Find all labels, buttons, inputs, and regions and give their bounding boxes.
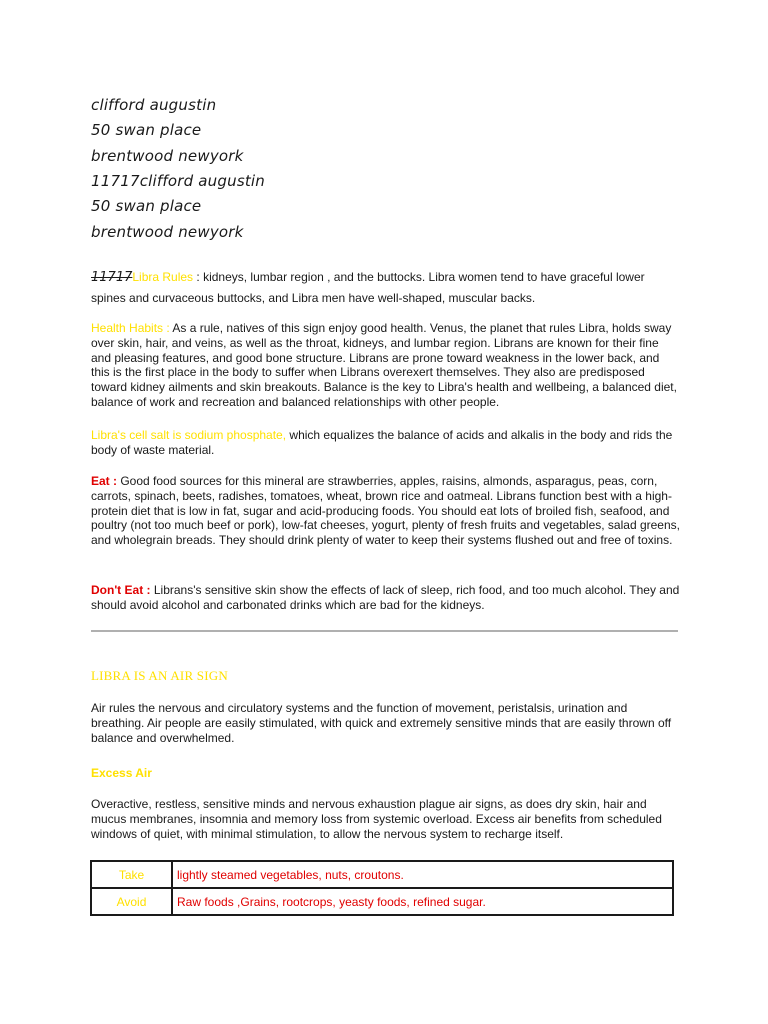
horizontal-divider <box>91 630 678 632</box>
excess-air-heading: Excess Air <box>91 766 152 780</box>
avoid-value-cell: Raw foods ,Grains, rootcrops, yeasty foods, refined sugar. <box>172 888 673 915</box>
address-street-line: 50 swan place <box>91 121 202 139</box>
eat-label: Eat : <box>91 474 118 488</box>
health-habits-paragraph <box>91 321 681 410</box>
dont-eat-label: Don't Eat : <box>91 583 151 597</box>
address-name-line: clifford augustin <box>91 96 217 114</box>
libra-rules-label: Libra Rules <box>132 270 194 284</box>
zip-prefix: 11717 <box>91 270 133 285</box>
address-zip-name-line: 11717clifford augustin <box>91 172 265 190</box>
cell-salt-label: Libra's cell salt is sodium phosphate, <box>91 428 287 442</box>
health-habits-text: As a rule, natives of this sign enjoy good health. Venus, the planet that rules Libra, holds sway over skin, hair, and veins, as well as the throat, kidneys, and lumbar region. Librans are known for their fine and pleasing features, and good bone structure. Librans are prone toward weakness in the lower back, and this is the first place in the body to suffer when Librans overexert themselves. They also are predisposed toward kidney ailments and skin breakouts. Balance is the key to Libra's health and wellbeing, a balanced diet, balance of work and recreation and balanced relationships with other people. <box>91 321 677 409</box>
take-avoid-table <box>90 860 674 916</box>
eat-text: Good food sources for this mineral are strawberries, apples, raisins, almonds, asparagus, peas, corn, carrots, spinach, beets, radishes, tomatoes, wheat, brown rice and oatmeal. Librans function best with a high-protein diet that is low in fat, sugar and acid-producing foods. You should eat lots of broiled fish, seafood, and poultry (not too much beef or pork), low-fat cheeses, yogurt, plenty of fresh fruits and vegetables, salad greens, and wholegrain breads. They should drink plenty of water to keep their systems flushed out and free of toxins. <box>91 474 680 548</box>
cell-salt-text: which equalizes the balance of acids and alkalis in the body and rids the body of waste material. <box>91 428 673 457</box>
excess-air-paragraph: Overactive, restless, sensitive minds and nervous exhaustion plague air signs, as does dry skin, hair and mucus membranes, insomnia and memory loss from systemic overload. Excess air benefits from scheduled windows of quiet, with minimal stimulation, to allow the nervous system to recharge itself. <box>91 797 662 841</box>
table-row-take <box>91 861 673 888</box>
dont-eat-paragraph <box>91 583 681 613</box>
libra-rules-paragraph <box>91 267 681 309</box>
eat-paragraph <box>91 474 681 548</box>
take-label-cell: Take <box>91 861 172 888</box>
address-city-line-repeat: brentwood newyork <box>91 223 244 241</box>
address-city-line: brentwood newyork <box>91 147 244 165</box>
take-value-cell: lightly steamed vegetables, nuts, croutons. <box>172 861 673 888</box>
cell-salt-paragraph <box>91 428 681 458</box>
table-row-avoid <box>91 888 673 915</box>
air-sign-paragraph: Air rules the nervous and circulatory systems and the function of movement, peristalsis, urination and breathing. Air people are easily stimulated, with quick and extremely sensitive minds that are easily thrown off balance and overwhelmed. <box>91 701 672 745</box>
avoid-label-cell: Avoid <box>91 888 172 915</box>
dont-eat-text: Librans's sensitive skin show the effects of lack of sleep, rich food, and too much alcohol. They and should avoid alcohol and carbonated drinks which are bad for the kidneys. <box>91 583 680 612</box>
air-sign-heading: LIBRA IS AN AIR SIGN <box>91 668 228 683</box>
libra-rules-text: : kidneys, lumbar region , and the buttocks. Libra women tend to have graceful lower spines and curvaceous buttocks, and Libra men have well-shaped, muscular backs. <box>91 270 645 305</box>
health-habits-label: Health Habits : <box>91 321 170 335</box>
address-street-line-repeat: 50 swan place <box>91 197 202 215</box>
